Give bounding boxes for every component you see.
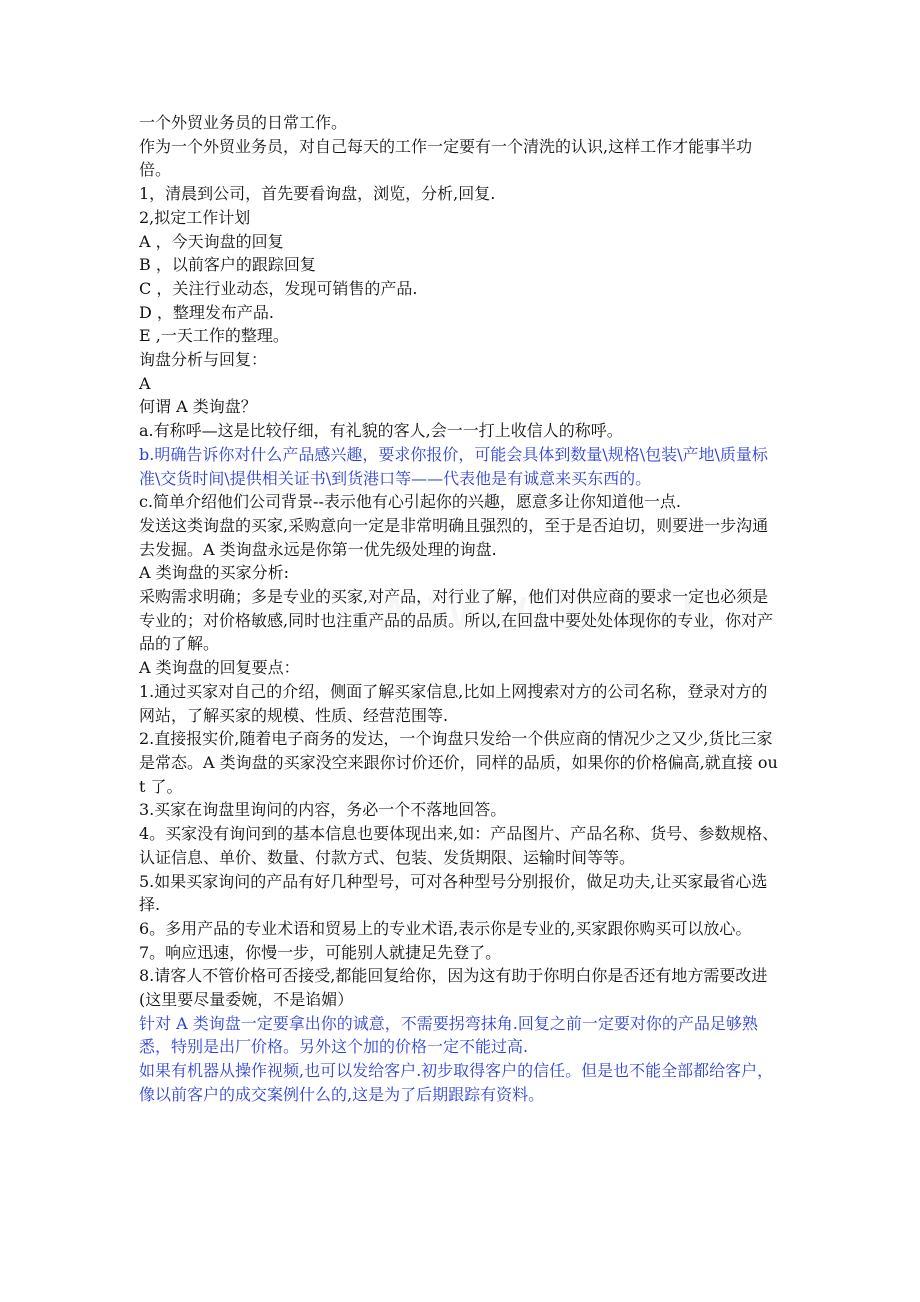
paragraph-line: E ,一天工作的整理。 xyxy=(139,326,289,346)
paragraph-line: c.简单介绍他们公司背景--表示他有心引起你的兴趣，愿意多让你知道他一点. xyxy=(139,492,681,512)
paragraph-line: D ，整理发布产品. xyxy=(139,302,275,322)
paragraph-line: 4。买家没有询问到的基本信息也要体现出来,如：产品图片、产品名称、货号、参数规格、认证信息、单价、数量、付款方式、包装、发货期限、运输时间等等。 xyxy=(139,824,779,867)
paragraph-line: 6。多用产品的专业术语和贸易上的专业术语,表示你是专业的,买家跟你购买可以放心。 xyxy=(139,918,752,938)
paragraph-line: 1.通过买家对自己的介绍，侧面了解买家信息,比如上网搜索对方的公司名称，登录对方的网站，了解买家的规模、性质、经营范围等. xyxy=(139,681,768,725)
paragraph-line: 5.如果买家询问的产品有好几种型号，可对各种型号分别报价，做足功夫,让买家最省心选择. xyxy=(139,871,768,915)
document-body xyxy=(139,111,781,1107)
paragraph-line: 2.直接报实价,随着电子商务的发达，一个询盘只发给一个供应商的情况少之又少,货比三家是常态。A 类询盘的买家没空来跟你讨价还价，同样的品质，如果你的价格偏高,就直接 out 了。 xyxy=(139,729,778,796)
paragraph-line: 3.买家在询盘里询问的内容，务必一个不落地回答。 xyxy=(139,800,507,820)
paragraph-line: b.明确告诉你对什么产品感兴趣，要求你报价，可能会具体到数量\规格\包装\产地\质量标准\交货时间\提供相关证书\到货港口等——代表他是有诚意来买东西的。 xyxy=(139,444,768,488)
paragraph-line: 8.请客人不管价格可否接受,都能回复给你，因为这有助于你明白你是否还有地方需要改进(这里要尽量委婉，不是谄媚） xyxy=(139,966,768,1010)
paragraph-line: 询盘分析与回复： xyxy=(139,350,268,370)
paragraph-line: A 类询盘的买家分析: xyxy=(139,563,290,583)
paragraph-line: 2,拟定工作计划 xyxy=(139,207,251,227)
paragraph-line: 采购需求明确；多是专业的买家,对产品，对行业了解，他们对供应商的要求一定也必须是专业的；对价格敏感,同时也注重产品的品质。所以,在回盘中要处处体现你的专业，你对产品的了解。 xyxy=(139,587,774,654)
paragraph-line: a.有称呼—这是比较仔细，有礼貌的客人,会一一打上收信人的称呼。 xyxy=(139,421,623,441)
paragraph-line: 1，清晨到公司，首先要看询盘，浏览，分析,回复. xyxy=(139,184,496,204)
paragraph-line: A ，今天询盘的回复 xyxy=(139,231,284,251)
paragraph-line: A xyxy=(139,373,151,393)
paragraph-line: 针对 A 类询盘一定要拿出你的诚意，不需要拐弯抹角.回复之前一定要对你的产品足够熟悉，特别是出厂价格。另外这个加的价格一定不能过高. xyxy=(139,1013,758,1057)
paragraph-line: A 类询盘的回复要点： xyxy=(139,658,300,678)
paragraph-line: C ，关注行业动态，发现可销售的产品. xyxy=(139,278,418,298)
paragraph-line: 作为一个外贸业务员，对自己每天的工作一定要有一个清洗的认识,这样工作才能事半功倍。 xyxy=(139,136,753,180)
paragraph-line: B ，以前客户的跟踪回复 xyxy=(139,255,316,275)
paragraph-line: 发送这类询盘的买家,采购意向一定是非常明确且强烈的，至于是否迫切，则要进一步沟通去发掘。A 类询盘永远是你第一优先级处理的询盘. xyxy=(139,515,769,559)
paragraph-line: 一个外贸业务员的日常工作。 xyxy=(139,113,348,132)
paragraph-line: 何谓 A 类询盘？ xyxy=(139,397,257,417)
paragraph-line: 如果有机器从操作视频,也可以发给客户.初步取得客户的信任。但是也不能全部都给客户，像以前客户的成交案例什么的,这是为了后期跟踪有资料。 xyxy=(139,1061,774,1104)
paragraph-line: 7。响应迅速，你慢一步，可能别人就捷足先登了。 xyxy=(139,942,502,962)
